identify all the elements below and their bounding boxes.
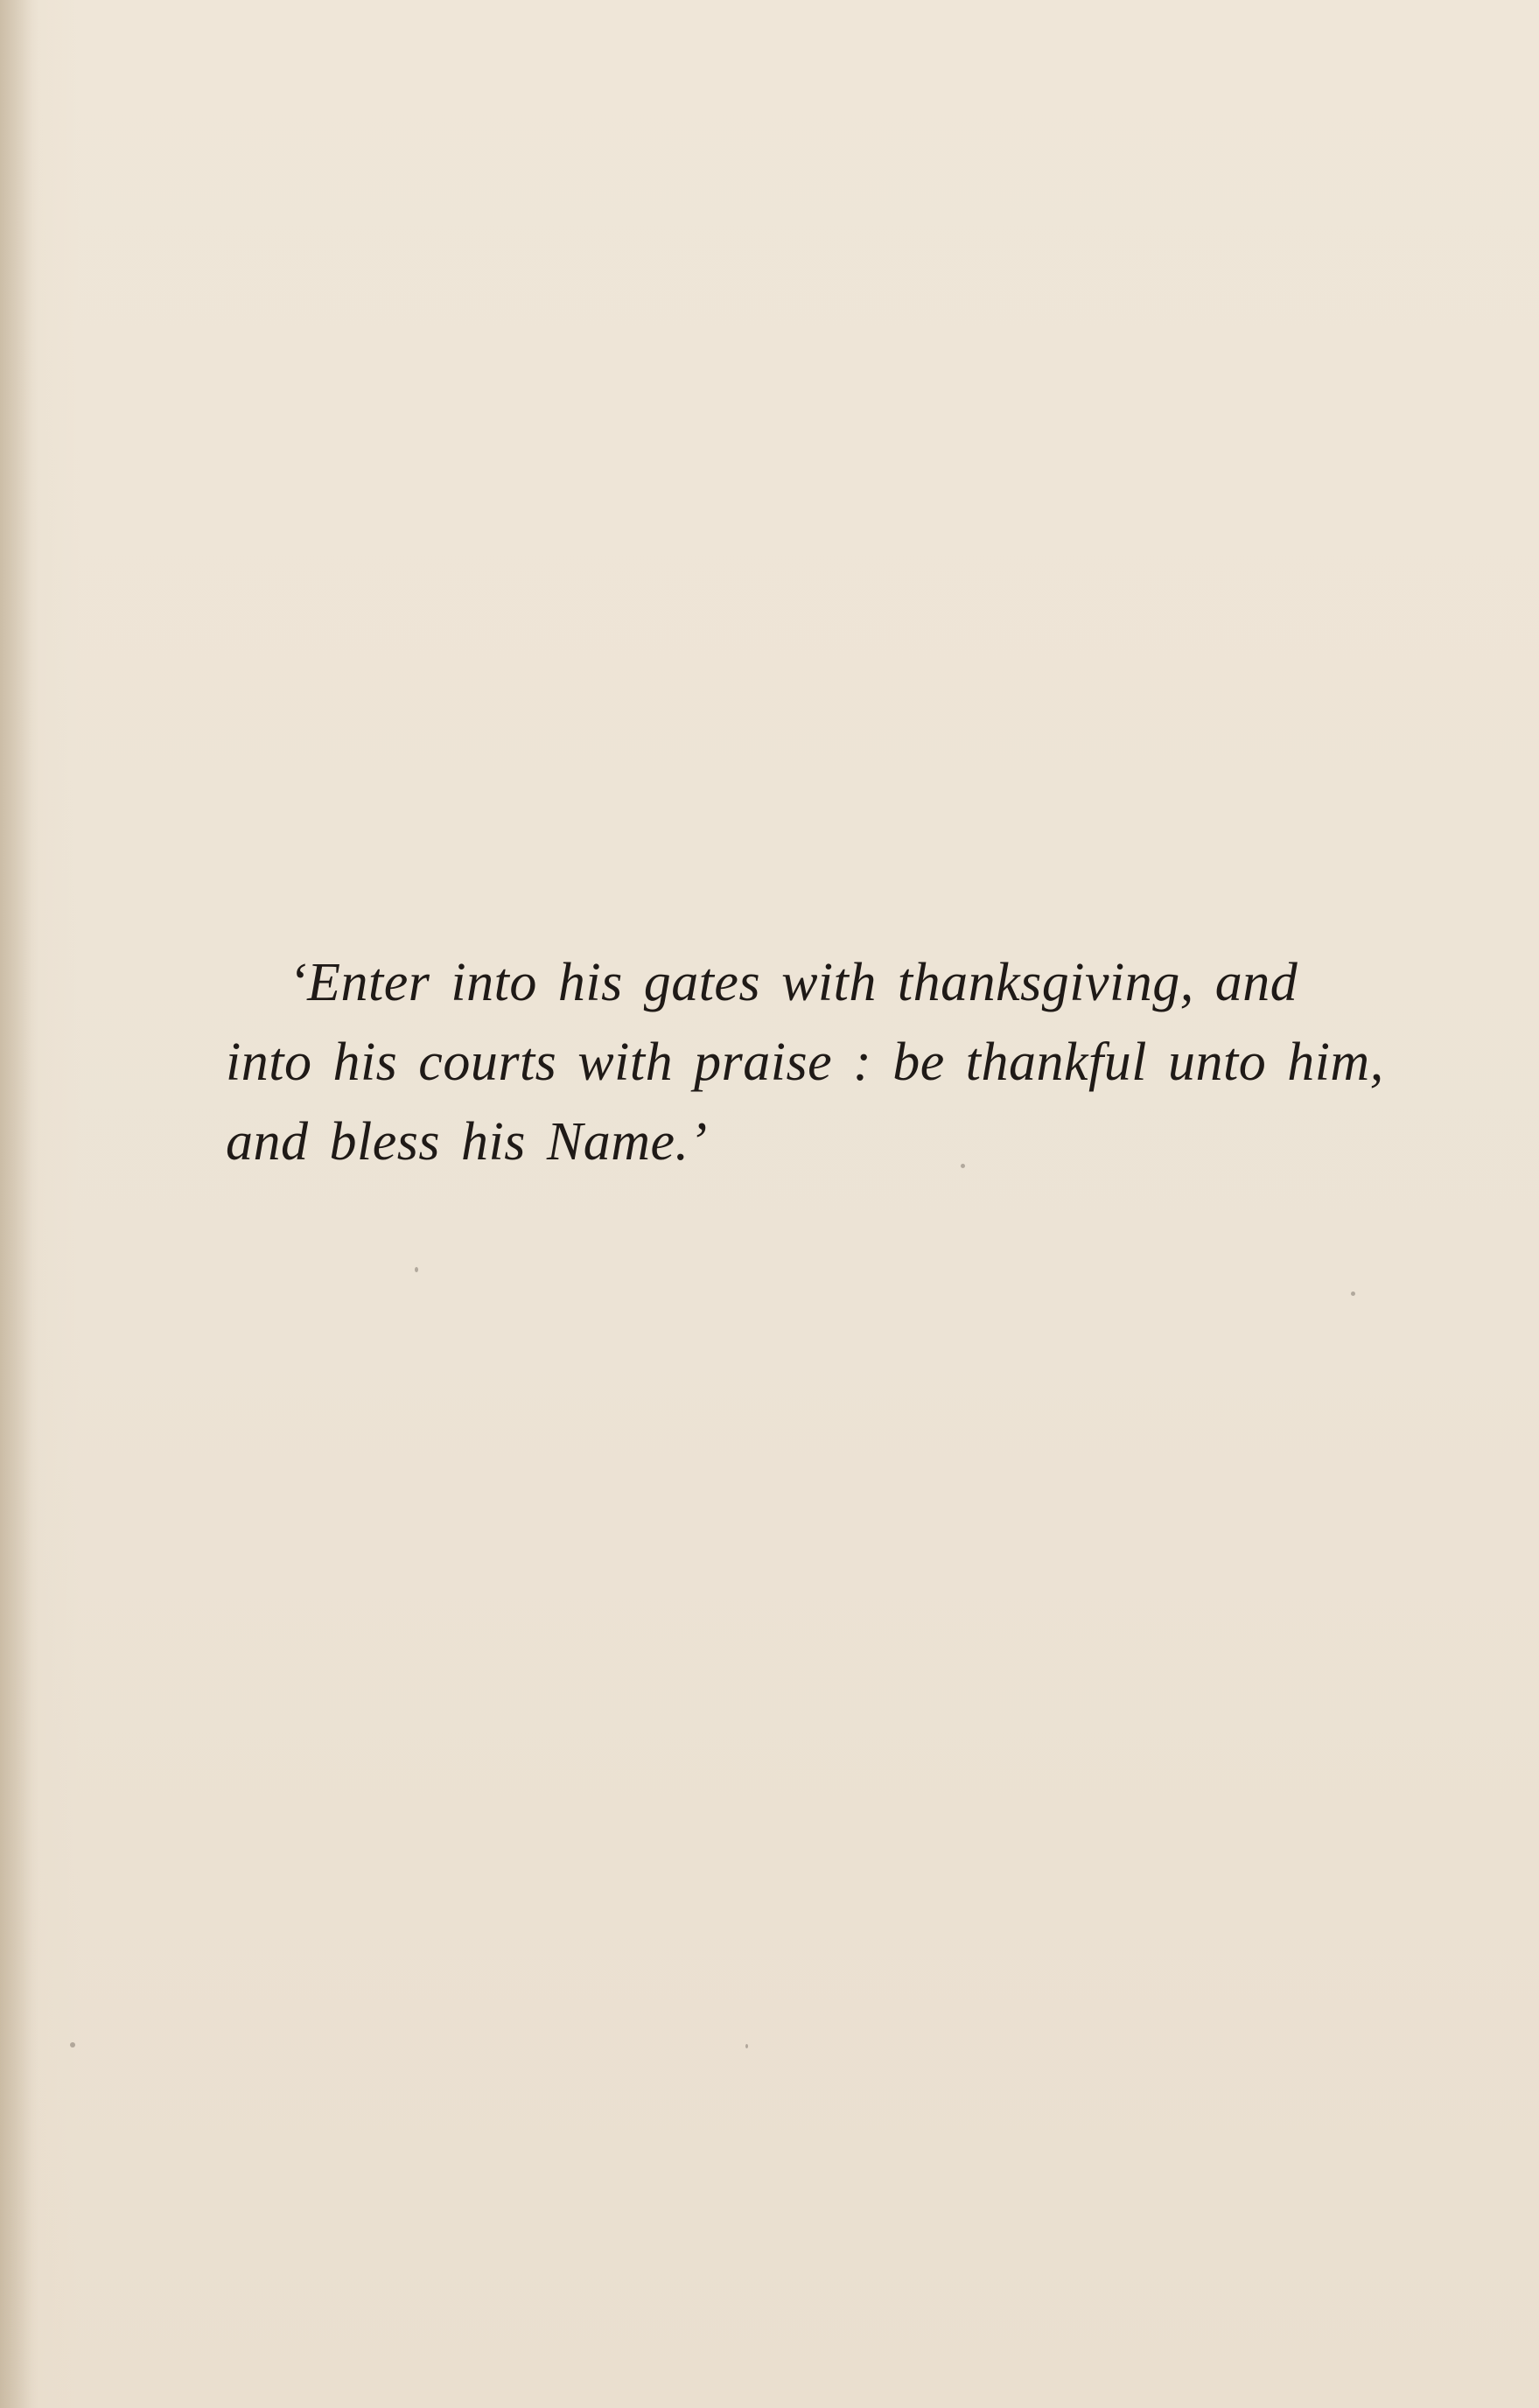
paper-speck <box>1351 1292 1355 1296</box>
quote-line-3: and bless his Name.’ <box>226 1112 708 1172</box>
paper-speck <box>745 2044 748 2048</box>
paper-speck <box>961 1164 965 1168</box>
page-binding-shadow <box>0 0 38 2408</box>
paper-speck <box>415 1267 418 1272</box>
quotation-text <box>226 943 1384 1182</box>
paper-speck <box>70 2042 75 2048</box>
quote-line-1: ‘Enter into his gates with thanksgiving, and <box>289 953 1298 1012</box>
quote-line-2: into his courts with praise : be thankful unto him, <box>226 1032 1384 1092</box>
